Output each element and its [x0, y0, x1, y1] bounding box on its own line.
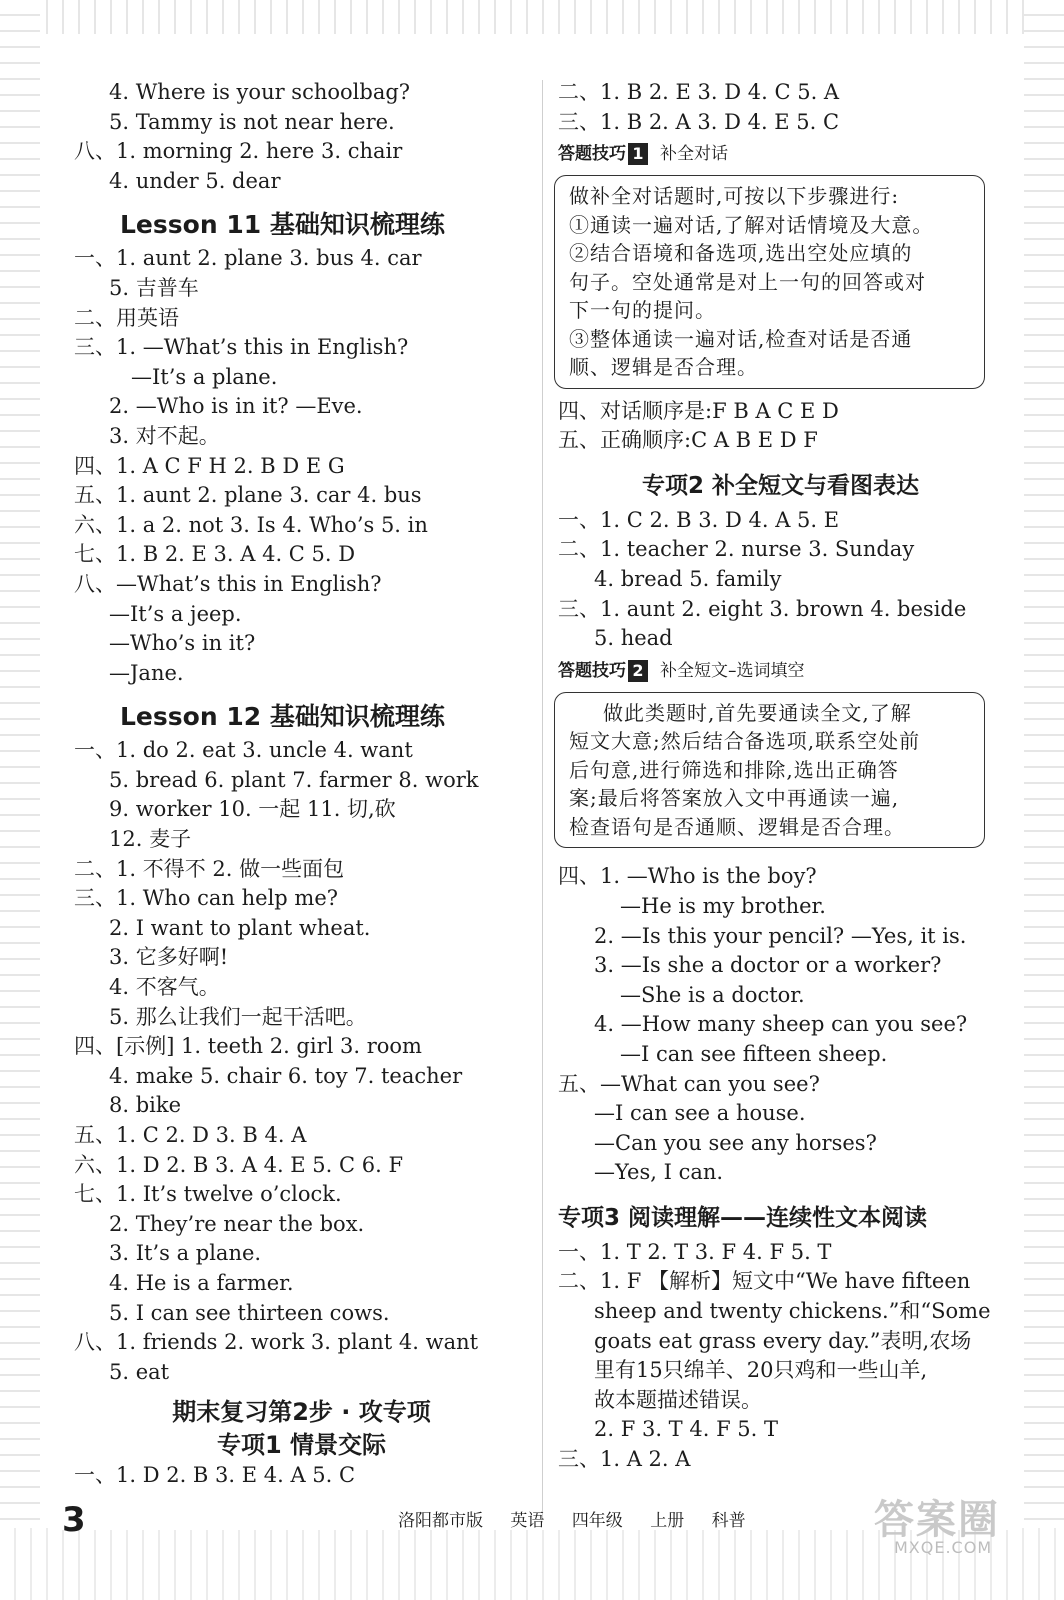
page-border-left [0, 0, 40, 1600]
answer-line: 一、1. aunt 2. plane 3. bus 4. car [74, 246, 422, 271]
answer-line: —He is my brother. [620, 893, 826, 918]
answer-line: goats eat grass every day.”表明,农场 [594, 1328, 972, 1353]
answer-line: —She is a doctor. [620, 982, 805, 1007]
answer-line: —It’s a jeep. [109, 601, 242, 626]
answer-line: 五、—What can you see? [558, 1071, 820, 1096]
answer-line: 3. 它多好啊! [109, 945, 229, 970]
answer-line: 5. Tammy is not near here. [109, 109, 395, 134]
answer-line: 3. 对不起。 [109, 423, 220, 448]
answer-line: 四、1. —Who is the boy? [558, 864, 817, 889]
tip-title: 补全短文–选词填空 [660, 660, 805, 681]
answer-line: 3. It’s a plane. [109, 1241, 262, 1266]
tip-2-box [554, 692, 985, 849]
answer-line: 五、1. aunt 2. plane 3. car 4. bus [74, 483, 422, 508]
answer-line: 二、1. teacher 2. nurse 3. Sunday [558, 537, 915, 562]
answer-line: —It’s a plane. [131, 364, 278, 389]
answer-line: 故本题描述错误。 [594, 1387, 762, 1412]
answer-line: 三、1. aunt 2. eight 3. brown 4. beside [558, 596, 967, 621]
footer-grade: 四年级 [571, 1511, 623, 1531]
answer-line: 一、1. do 2. eat 3. uncle 4. want [74, 738, 413, 763]
answer-line: 七、1. B 2. E 3. A 4. C 5. D [74, 542, 356, 567]
answer-line: 二、1. F 【解析】短文中“We have fifteen [558, 1269, 971, 1294]
answer-line: 二、用英语 [74, 305, 179, 330]
column-divider [542, 80, 543, 1520]
lesson-11-title: Lesson 11 基础知识梳理练 [120, 210, 445, 240]
tip-text: ①通读一遍对话,了解对话情境及大意。 [569, 212, 934, 237]
answer-line: 5. bread 6. plant 7. farmer 8. work [109, 767, 479, 792]
watermark-mark: 答案圈 [874, 1497, 1000, 1543]
tip-1-box [554, 175, 985, 389]
special-1-title: 专项1 情景交际 [216, 1431, 387, 1460]
tip-text: 检查语句是否通顺、逻辑是否合理。 [569, 814, 905, 839]
answer-line: sheep and twenty chickens.”和“Some [594, 1299, 991, 1324]
page-border-right [1024, 0, 1064, 1600]
page-border-top [0, 0, 1064, 34]
answer-line: 八、1. friends 2. work 3. plant 4. want [74, 1330, 479, 1355]
answer-line: 4. Where is your schoolbag? [109, 80, 411, 104]
answer-line: 一、1. D 2. B 3. E 4. A 5. C [74, 1463, 356, 1488]
tip-1-header [558, 137, 1003, 171]
answer-line: 4. —How many sheep can you see? [594, 1012, 968, 1037]
answer-line: 八、—What’s this in English? [74, 571, 382, 596]
left-column [74, 78, 529, 1491]
tip-title: 补全对话 [660, 144, 728, 165]
tip-text: 做补全对话题时,可按以下步骤进行: [569, 184, 900, 209]
answer-line: 三、1. A 2. A [558, 1447, 691, 1472]
tip-number-badge: 1 [628, 143, 648, 165]
answer-line: 2. —Who is in it? —Eve. [109, 394, 363, 419]
answer-line: 一、1. C 2. B 3. D 4. A 5. E [558, 507, 840, 532]
footer-subject: 英语 [510, 1511, 545, 1531]
special-3-title: 专项3 阅读理解——连续性文本阅读 [558, 1204, 928, 1231]
tip-text: 句子。空处通常是对上一句的回答或对 [569, 269, 926, 294]
answer-line: 六、1. D 2. B 3. A 4. E 5. C 6. F [74, 1152, 404, 1177]
answer-line: 2. They’re near the box. [109, 1211, 365, 1236]
tip-2-header [558, 654, 1003, 688]
tip-text: 案;最后将答案放入文中再通读一遍, [569, 786, 900, 811]
footer-edition: 洛阳都市版 [398, 1511, 483, 1531]
answer-line: —I can see a house. [594, 1101, 806, 1126]
answer-line: —Who’s in it? [109, 631, 256, 656]
answer-line: 五、正确顺序:C A B E D F [558, 428, 818, 453]
answer-line: 三、1. —What’s this in English? [74, 335, 409, 360]
answer-line: 三、1. Who can help me? [74, 886, 339, 911]
lesson-12-title: Lesson 12 基础知识梳理练 [120, 702, 445, 732]
special-2-title: 专项2 补全短文与看图表达 [641, 472, 919, 499]
tip-text: 短文大意;然后结合备选项,联系空处前 [569, 729, 921, 754]
answer-line: 8. bike [109, 1093, 182, 1118]
answer-line: 四、[示例] 1. teeth 2. girl 3. room [74, 1034, 422, 1059]
answer-line: 五、1. C 2. D 3. B 4. A [74, 1123, 307, 1147]
tip-text: 顺、逻辑是否合理。 [569, 355, 758, 380]
answer-line: 5. I can see thirteen cows. [109, 1300, 390, 1325]
answer-line: 3. —Is she a doctor or a worker? [594, 953, 942, 978]
answer-line: —Yes, I can. [594, 1160, 724, 1185]
answer-line: 三、1. B 2. A 3. D 4. E 5. C [558, 109, 840, 134]
answer-line: 七、1. It’s twelve o’clock. [74, 1182, 342, 1207]
answer-line: 四、对话顺序是:F B A C E D [558, 398, 839, 423]
footer-info [398, 1506, 768, 1531]
answer-line: —I can see fifteen sheep. [620, 1041, 888, 1066]
tip-text: ③整体通读一遍对话,检查对话是否通 [569, 326, 913, 351]
answer-line: —Can you see any horses? [594, 1130, 877, 1155]
answer-line: 4. bread 5. family [594, 567, 782, 592]
answer-line: 2. I want to plant wheat. [109, 915, 371, 940]
tip-text: 做此类题时,首先要通读全文,了解 [603, 700, 912, 725]
review-step-title: 期末复习第2步 · 攻专项 [172, 1398, 431, 1427]
watermark-site: MXQE.COM [894, 1538, 993, 1557]
tip-label: 答题技巧 [558, 144, 626, 165]
answer-line: 一、1. T 2. T 3. F 4. F 5. T [558, 1239, 832, 1264]
answer-line: 5. 吉普车 [109, 275, 199, 300]
tip-text: ②结合语境和备选项,选出空处应填的 [569, 241, 913, 266]
answer-line: 2. —Is this your pencil? —Yes, it is. [594, 923, 967, 948]
answer-line: 2. F 3. T 4. F 5. T [594, 1417, 779, 1442]
answer-line: 5. head [594, 626, 673, 651]
answer-line: 4. He is a farmer. [109, 1270, 294, 1295]
answer-line: 9. worker 10. 一起 11. 切,砍 [109, 797, 396, 822]
answer-line: 八、1. morning 2. here 3. chair [74, 139, 403, 164]
answer-line: 4. 不客气。 [109, 975, 220, 1000]
answer-line: 四、1. A C F H 2. B D E G [74, 453, 345, 478]
tip-text: 下一句的提问。 [569, 298, 716, 323]
tip-number-badge: 2 [628, 660, 648, 682]
tip-label: 答题技巧 [558, 660, 626, 681]
answer-line: 4. under 5. dear [109, 168, 281, 193]
footer-volume: 上册 [650, 1511, 685, 1531]
answer-line: 12. 麦子 [109, 827, 192, 852]
watermark-logo [870, 1488, 1020, 1558]
footer-publisher: 科普 [711, 1511, 746, 1531]
answer-line: 六、1. a 2. not 3. Is 4. Who’s 5. in [74, 512, 428, 537]
tip-text: 后句意,进行筛选和排除,选出正确答 [569, 757, 899, 782]
right-column [558, 78, 1003, 1475]
answer-line: 4. make 5. chair 6. toy 7. teacher [109, 1063, 463, 1088]
answer-line: 里有15只绵羊、20只鸡和一些山羊, [594, 1358, 928, 1383]
answer-line: —Jane. [109, 660, 184, 685]
answer-line: 二、1. B 2. E 3. D 4. C 5. A [558, 80, 840, 104]
page-number: 3 [62, 1500, 86, 1540]
answer-line: 5. eat [109, 1359, 170, 1384]
answer-line: 二、1. 不得不 2. 做一些面包 [74, 856, 345, 881]
answer-line: 5. 那么让我们一起干活吧。 [109, 1004, 367, 1029]
